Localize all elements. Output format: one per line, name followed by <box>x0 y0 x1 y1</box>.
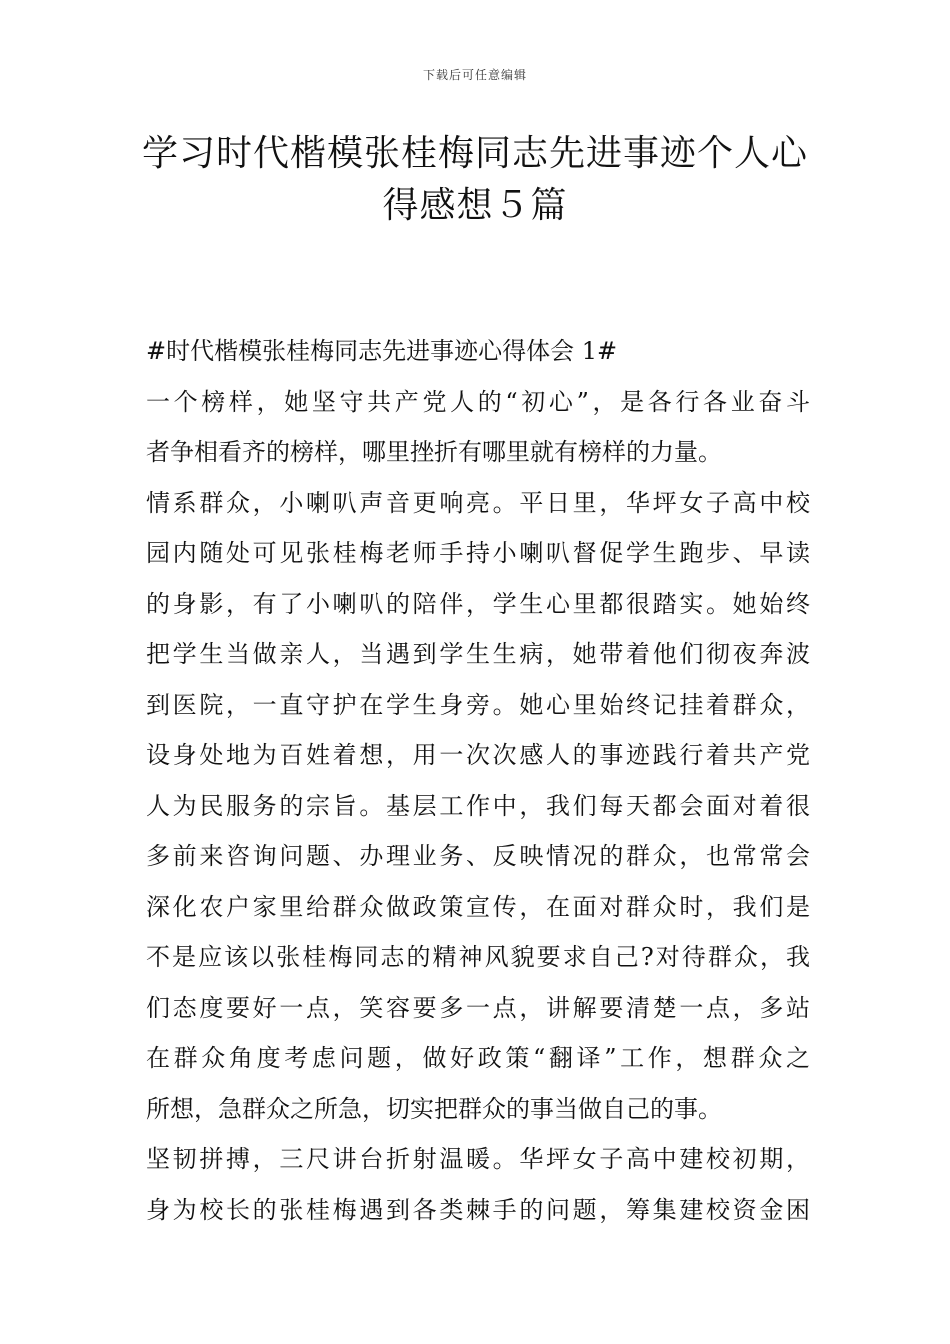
body-line: 的身影，有了小喇叭的陪伴，学生心里都很踏实。她始终 <box>146 589 810 618</box>
body-line: 人为民服务的宗旨。基层工作中，我们每天都会面对着很 <box>146 791 810 820</box>
body-line: 者争相看齐的榜样，哪里挫折有哪里就有榜样的力量。 <box>146 438 722 466</box>
body-line: 一个榜样，她坚守共产党人的“初心”，是各行各业奋斗 <box>146 387 810 416</box>
body-line: 们态度要好一点，笑容要多一点，讲解要清楚一点，多站 <box>146 993 810 1022</box>
body-line: 到医院，一直守护在学生身旁。她心里始终记挂着群众， <box>146 690 810 719</box>
body-line: 在群众角度考虑问题，做好政策“翻译”工作，想群众之 <box>146 1044 810 1072</box>
body-line: #时代楷模张桂梅同志先进事迹心得体会 1# <box>146 337 618 365</box>
header-note: 下载后可任意编辑 <box>422 68 527 82</box>
body-line: 不是应该以张桂梅同志的精神风貌要求自己?对待群众，我 <box>146 943 810 971</box>
document-title <box>120 128 830 232</box>
body-line: 所想，急群众之所急，切实把群众的事当做自己的事。 <box>146 1094 722 1123</box>
title-line-1: 学习时代楷模张桂梅同志先进事迹个人心 <box>141 133 808 174</box>
body-line: 把学生当做亲人，当遇到学生生病，她带着他们彻夜奔波 <box>146 640 810 668</box>
body-line: 设身处地为百姓着想，用一次次感人的事迹践行着共产党 <box>146 741 810 769</box>
body-line: 情系群众，小喇叭声音更响亮。平日里，华坪女子高中校 <box>146 488 810 517</box>
body-line: 深化农户家里给群众做政策宣传，在面对群众时，我们是 <box>146 892 810 921</box>
title-line-2: 得感想５篇 <box>382 185 568 226</box>
body-line: 多前来咨询问题、办理业务、反映情况的群众，也常常会 <box>146 842 810 870</box>
body-line: 身为校长的张桂梅遇到各类棘手的问题，筹集建校资金困 <box>146 1195 810 1224</box>
body-line: 园内随处可见张桂梅老师手持小喇叭督促学生跑步、早读 <box>146 539 810 567</box>
document-body <box>146 326 810 1235</box>
body-line: 坚韧拼搏，三尺讲台折射温暖。华坪女子高中建校初期， <box>146 1145 810 1173</box>
